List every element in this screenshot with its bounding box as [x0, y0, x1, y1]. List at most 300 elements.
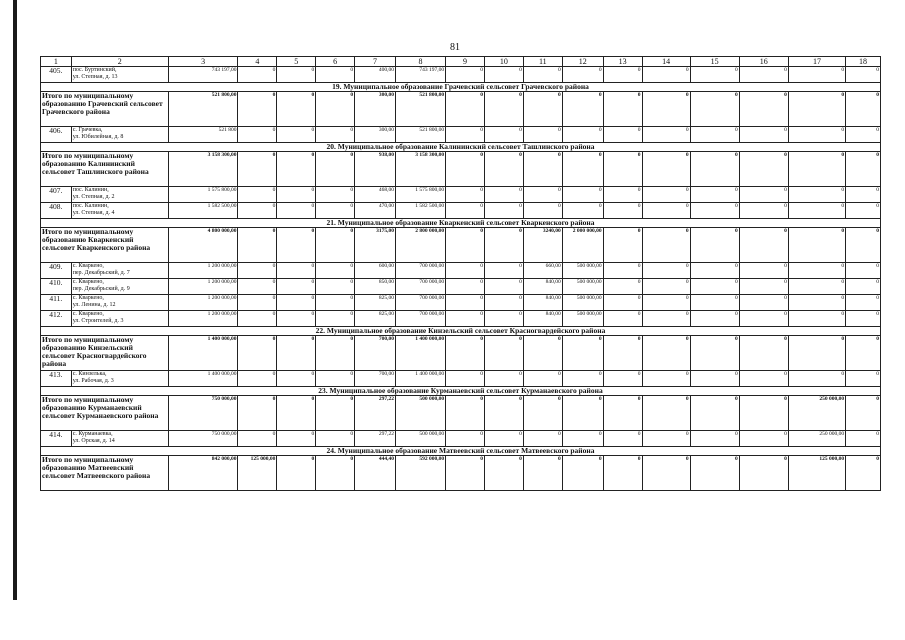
table-cell: 0	[846, 127, 881, 143]
table-row	[41, 295, 881, 311]
table-cell: 0	[238, 279, 277, 295]
column-header: 13	[603, 57, 642, 67]
table-cell: 0	[846, 371, 881, 387]
table-cell: 0	[277, 92, 316, 127]
column-header: 9	[446, 57, 485, 67]
table-cell: 0	[446, 279, 485, 295]
table-cell: 0	[788, 187, 845, 203]
table-cell: 0	[690, 152, 739, 187]
table-cell: 0	[484, 152, 523, 187]
table-cell: 0	[846, 456, 881, 491]
table-cell: 0	[788, 127, 845, 143]
table-cell: 0	[788, 336, 845, 371]
table-cell: 0	[642, 336, 690, 371]
table-cell: 743 197,00	[395, 67, 445, 83]
table-row	[41, 263, 881, 279]
table-cell: 3175,00	[355, 228, 396, 263]
table-cell: 1 582 500,00	[168, 203, 238, 219]
table-cell: 0	[690, 228, 739, 263]
section-title: 19. Муниципальное образование Грачевский сельсовет Грачевского района	[41, 83, 881, 92]
table-cell: 0	[690, 67, 739, 83]
table-cell: 592 000,00	[395, 456, 445, 491]
table-cell: 0	[562, 67, 603, 83]
table-cell: 0	[238, 311, 277, 327]
table-cell: 0	[603, 279, 642, 295]
table-cell: 0	[603, 263, 642, 279]
table-cell: 0	[484, 336, 523, 371]
table-cell: 0	[642, 67, 690, 83]
table-cell: 300,00	[355, 127, 396, 143]
table-cell: 0	[642, 311, 690, 327]
table-cell: 0	[277, 295, 316, 311]
table-cell: 700 000,00	[395, 295, 445, 311]
table-cell: 0	[788, 279, 845, 295]
table-cell: 0	[846, 228, 881, 263]
total-label: Итого по муниципальному образованию Грачевский сельсовет Грачевского района	[41, 92, 169, 127]
table-cell: 250 000,00	[788, 396, 845, 431]
table-row	[41, 431, 881, 447]
table-cell: 0	[484, 311, 523, 327]
total-label: Итого по муниципальному образованию Калининский сельсовет Ташлинского района	[41, 152, 169, 187]
column-header: 15	[690, 57, 739, 67]
table-cell: 1 200 000,00	[168, 263, 238, 279]
row-number: 412.	[41, 311, 72, 327]
table-cell: 700,00	[355, 336, 396, 371]
table-cell: 0	[562, 336, 603, 371]
table-cell: 0	[603, 396, 642, 431]
table-cell: 0	[642, 203, 690, 219]
table-cell: 0	[277, 127, 316, 143]
table-cell: 700 000,00	[395, 279, 445, 295]
table-cell: 0	[238, 336, 277, 371]
table-cell: 0	[523, 336, 562, 371]
table-cell: 0	[523, 152, 562, 187]
table-cell: 0	[277, 371, 316, 387]
table-cell: 2 800 000,00	[395, 228, 445, 263]
table-cell: 0	[523, 187, 562, 203]
table-cell: 825,00	[355, 295, 396, 311]
table-cell: 0	[484, 371, 523, 387]
table-cell: 0	[788, 203, 845, 219]
table-cell: 0	[788, 263, 845, 279]
table-cell: 0	[316, 228, 355, 263]
table-cell: 470,00	[355, 203, 396, 219]
table-cell: 0	[316, 92, 355, 127]
table-cell: 0	[523, 203, 562, 219]
table-cell: 0	[484, 295, 523, 311]
column-header: 16	[739, 57, 788, 67]
table-cell: 500 000,00	[395, 396, 445, 431]
section-row	[41, 83, 881, 92]
table-cell: 700,00	[355, 371, 396, 387]
table-cell: 0	[316, 371, 355, 387]
section-title: 21. Муниципальное образование Кваркенский сельсовет Кваркенского района	[41, 219, 881, 228]
table-cell: 0	[316, 336, 355, 371]
total-row	[41, 336, 881, 371]
column-header: 5	[277, 57, 316, 67]
column-header: 4	[238, 57, 277, 67]
table-cell: 0	[277, 311, 316, 327]
table-cell: 521 800,00	[395, 92, 445, 127]
total-row	[41, 92, 881, 127]
table-cell: 0	[690, 295, 739, 311]
table-row	[41, 203, 881, 219]
total-label: Итого по муниципальному образованию Кинзельский сельсовет Красногвардейского района	[41, 336, 169, 371]
table-cell: 0	[562, 187, 603, 203]
table-cell: 825,00	[355, 311, 396, 327]
table-cell: 0	[739, 396, 788, 431]
table-cell: 0	[316, 456, 355, 491]
data-table	[40, 56, 881, 491]
table-cell: 0	[277, 203, 316, 219]
table-cell: 0	[739, 228, 788, 263]
column-header: 17	[788, 57, 845, 67]
row-number: 405.	[41, 67, 72, 83]
table-cell: 0	[788, 152, 845, 187]
column-header: 3	[168, 57, 238, 67]
table-cell: 0	[846, 336, 881, 371]
table-cell: 0	[484, 67, 523, 83]
table-cell: 468,00	[355, 187, 396, 203]
table-cell: 0	[739, 279, 788, 295]
table-cell: 0	[523, 92, 562, 127]
table-cell: 840,00	[523, 279, 562, 295]
table-cell: 0	[277, 279, 316, 295]
table-cell: 0	[739, 336, 788, 371]
table-cell: 0	[739, 187, 788, 203]
table-cell: 0	[562, 127, 603, 143]
total-label: Итого по муниципальному образованию Курманаевский сельсовет Курманаевского района	[41, 396, 169, 431]
table-cell: 4 800 000,00	[168, 228, 238, 263]
address-cell: с. Кваркено, пер. Декабрьский, д. 9	[71, 279, 168, 295]
row-number: 406.	[41, 127, 72, 143]
table-cell: 0	[238, 187, 277, 203]
table-cell: 0	[446, 228, 485, 263]
table-cell: 0	[446, 311, 485, 327]
table-cell: 0	[277, 456, 316, 491]
table-cell: 0	[642, 371, 690, 387]
table-cell: 521 800,00	[168, 92, 238, 127]
table-cell: 0	[739, 92, 788, 127]
table-cell: 0	[238, 92, 277, 127]
table-cell: 0	[562, 203, 603, 219]
table-cell: 400,00	[355, 67, 396, 83]
table-cell: 3240,00	[523, 228, 562, 263]
table-cell: 500 000,00	[562, 263, 603, 279]
table-cell: 0	[690, 127, 739, 143]
table-cell: 0	[316, 203, 355, 219]
row-number: 413.	[41, 371, 72, 387]
table-cell: 0	[846, 203, 881, 219]
section-row	[41, 219, 881, 228]
column-header: 10	[484, 57, 523, 67]
column-header: 12	[562, 57, 603, 67]
row-number: 414.	[41, 431, 72, 447]
table-cell: 0	[642, 431, 690, 447]
table-cell: 0	[642, 127, 690, 143]
address-cell: пос. Буртинский, ул. Степная, д. 13	[71, 67, 168, 83]
table-cell: 1 400 000,00	[395, 336, 445, 371]
table-cell: 3 158 300,00	[395, 152, 445, 187]
table-cell: 0	[562, 371, 603, 387]
table-cell: 0	[484, 203, 523, 219]
table-cell: 0	[523, 371, 562, 387]
table-cell: 0	[446, 67, 485, 83]
table-cell: 0	[846, 67, 881, 83]
table-cell: 500 000,00	[562, 279, 603, 295]
table-cell: 0	[238, 67, 277, 83]
table-cell: 743 197,00	[168, 67, 238, 83]
table-cell: 0	[739, 67, 788, 83]
table-cell: 0	[788, 92, 845, 127]
address-cell: пос. Калинин, ул. Степная, д. 4	[71, 203, 168, 219]
table-cell: 0	[788, 228, 845, 263]
table-cell: 0	[446, 92, 485, 127]
table-cell: 521 800	[168, 127, 238, 143]
table-cell: 750 000,00	[168, 396, 238, 431]
table-cell: 0	[690, 263, 739, 279]
table-cell: 0	[642, 279, 690, 295]
table-cell: 1 200 000,00	[168, 311, 238, 327]
table-cell: 0	[446, 396, 485, 431]
table-cell: 0	[446, 456, 485, 491]
table-cell: 1 582 500,00	[395, 203, 445, 219]
table-cell: 0	[642, 456, 690, 491]
table-cell: 0	[846, 311, 881, 327]
table-cell: 1 400 000,00	[395, 371, 445, 387]
table-cell: 300,00	[355, 92, 396, 127]
table-cell: 0	[484, 127, 523, 143]
table-cell: 0	[690, 92, 739, 127]
table-cell: 0	[446, 187, 485, 203]
table-cell: 0	[277, 431, 316, 447]
table-cell: 0	[484, 396, 523, 431]
table-cell: 521 800,00	[395, 127, 445, 143]
table-cell: 0	[316, 396, 355, 431]
table-cell: 0	[277, 228, 316, 263]
table-cell: 444,40	[355, 456, 396, 491]
total-row	[41, 396, 881, 431]
table-cell: 0	[238, 263, 277, 279]
table-cell: 0	[739, 203, 788, 219]
table-cell: 0	[690, 279, 739, 295]
table-cell: 850,00	[355, 279, 396, 295]
table-row	[41, 371, 881, 387]
table-cell: 0	[690, 371, 739, 387]
table-cell: 0	[562, 396, 603, 431]
table-row	[41, 279, 881, 295]
table-cell: 842 000,00	[168, 456, 238, 491]
table-cell: 0	[446, 152, 485, 187]
table-cell: 0	[788, 371, 845, 387]
table-cell: 0	[642, 228, 690, 263]
table-cell: 0	[603, 67, 642, 83]
table-cell: 700 000,00	[395, 311, 445, 327]
table-cell: 0	[739, 431, 788, 447]
table-cell: 660,00	[523, 263, 562, 279]
table-cell: 0	[523, 127, 562, 143]
table-cell: 0	[316, 127, 355, 143]
table-cell: 840,00	[523, 311, 562, 327]
table-cell: 0	[846, 431, 881, 447]
table-cell: 1 575 800,00	[395, 187, 445, 203]
total-row	[41, 228, 881, 263]
table-cell: 1 400 000,00	[168, 371, 238, 387]
column-header: 18	[846, 57, 881, 67]
table-cell: 0	[603, 456, 642, 491]
table-row	[41, 67, 881, 83]
table-cell: 0	[238, 396, 277, 431]
address-cell: с. Кинзелька, ул. Рабочая, д. 3	[71, 371, 168, 387]
section-title: 24. Муниципальное образование Матвеевский сельсовет Матвеевского района	[41, 447, 881, 456]
table-cell: 0	[690, 336, 739, 371]
table-cell: 0	[523, 456, 562, 491]
section-title: 22. Муниципальное образование Кинзельский сельсовет Красногвардейского района	[41, 327, 881, 336]
section-row	[41, 447, 881, 456]
table-cell: 0	[484, 456, 523, 491]
table-cell: 0	[238, 127, 277, 143]
section-row	[41, 387, 881, 396]
table-cell: 0	[316, 311, 355, 327]
table-cell: 0	[238, 228, 277, 263]
column-header: 14	[642, 57, 690, 67]
table-cell: 0	[277, 152, 316, 187]
table-cell: 0	[739, 371, 788, 387]
table-cell: 0	[484, 431, 523, 447]
table-cell: 0	[603, 228, 642, 263]
total-row	[41, 456, 881, 491]
table-cell: 1 575 800,00	[168, 187, 238, 203]
table-cell: 0	[603, 92, 642, 127]
table-cell: 297,22	[355, 396, 396, 431]
table-cell: 0	[788, 67, 845, 83]
table-cell: 0	[277, 187, 316, 203]
table-cell: 0	[316, 263, 355, 279]
section-title: 20. Муниципальное образование Калининский сельсовет Ташлинского района	[41, 143, 881, 152]
table-cell: 0	[690, 203, 739, 219]
table-cell: 0	[277, 263, 316, 279]
row-number: 407.	[41, 187, 72, 203]
total-label: Итого по муниципальному образованию Матвеевский сельсовет Матвеевского района	[41, 456, 169, 491]
table-cell: 500 000,00	[562, 295, 603, 311]
table-cell: 0	[690, 311, 739, 327]
table-cell: 0	[788, 311, 845, 327]
section-row	[41, 143, 881, 152]
table-cell: 0	[690, 187, 739, 203]
table-row	[41, 187, 881, 203]
table-cell: 0	[484, 263, 523, 279]
page-edge-bar	[13, 0, 17, 600]
address-cell: с. Кваркено, пер. Декабрьский, д. 7	[71, 263, 168, 279]
table-cell: 0	[846, 295, 881, 311]
table-cell: 0	[603, 311, 642, 327]
table-cell: 250 000,00	[788, 431, 845, 447]
row-number: 410.	[41, 279, 72, 295]
table-cell: 0	[316, 431, 355, 447]
row-number: 408.	[41, 203, 72, 219]
table-cell: 0	[316, 67, 355, 83]
table-cell: 0	[739, 263, 788, 279]
table-cell: 125 000,00	[788, 456, 845, 491]
table-cell: 0	[642, 295, 690, 311]
table-cell: 0	[316, 295, 355, 311]
table-cell: 0	[739, 311, 788, 327]
table-cell: 700 000,00	[395, 263, 445, 279]
table-cell: 840,00	[523, 295, 562, 311]
table-cell: 0	[788, 295, 845, 311]
table-cell: 0	[446, 295, 485, 311]
table-cell: 0	[484, 279, 523, 295]
table-cell: 125 000,00	[238, 456, 277, 491]
table-cell: 0	[642, 187, 690, 203]
table-cell: 0	[739, 456, 788, 491]
table-cell: 0	[846, 396, 881, 431]
table-cell: 0	[739, 152, 788, 187]
table-cell: 600,00	[355, 263, 396, 279]
table-cell: 0	[603, 187, 642, 203]
table-cell: 0	[238, 371, 277, 387]
table-cell: 500 000,00	[395, 431, 445, 447]
page-number: 81	[450, 42, 460, 53]
table-cell: 938,00	[355, 152, 396, 187]
table-cell: 0	[690, 456, 739, 491]
table-cell: 0	[603, 127, 642, 143]
table-cell: 0	[316, 152, 355, 187]
table-cell: 0	[603, 203, 642, 219]
table-cell: 0	[238, 203, 277, 219]
table-cell: 0	[484, 228, 523, 263]
section-title: 23. Муниципальное образование Курманаевский сельсовет Курманаевского района	[41, 387, 881, 396]
address-cell: с. Кваркено, ул. Строителей, д. 3	[71, 311, 168, 327]
table-cell: 1 400 000,00	[168, 336, 238, 371]
row-number: 411.	[41, 295, 72, 311]
table-cell: 0	[690, 431, 739, 447]
table-cell: 0	[523, 431, 562, 447]
table-cell: 0	[603, 336, 642, 371]
total-row	[41, 152, 881, 187]
table-cell: 0	[446, 127, 485, 143]
table-cell: 0	[316, 279, 355, 295]
header-row	[41, 57, 881, 67]
table-cell: 0	[690, 396, 739, 431]
table-cell: 0	[484, 92, 523, 127]
column-header: 11	[523, 57, 562, 67]
table-cell: 0	[277, 396, 316, 431]
table-cell: 1 200 000,00	[168, 295, 238, 311]
table-cell: 0	[277, 67, 316, 83]
table-row	[41, 127, 881, 143]
column-header: 8	[395, 57, 445, 67]
table-cell: 0	[846, 279, 881, 295]
address-cell: с. Курманаевка, ул. Орская, д. 14	[71, 431, 168, 447]
row-number: 409.	[41, 263, 72, 279]
address-cell: с. Кваркено, ул. Ленина, д. 12	[71, 295, 168, 311]
table-cell: 0	[846, 187, 881, 203]
table-cell: 0	[642, 263, 690, 279]
table-cell: 0	[446, 371, 485, 387]
table-cell: 0	[523, 67, 562, 83]
table-cell: 3 158 300,00	[168, 152, 238, 187]
table-cell: 0	[603, 152, 642, 187]
section-row	[41, 327, 881, 336]
table-cell: 0	[446, 263, 485, 279]
table-cell: 0	[446, 431, 485, 447]
column-header: 6	[316, 57, 355, 67]
table-cell: 0	[446, 203, 485, 219]
column-header: 2	[71, 57, 168, 67]
table-cell: 0	[238, 152, 277, 187]
table-cell: 0	[277, 336, 316, 371]
